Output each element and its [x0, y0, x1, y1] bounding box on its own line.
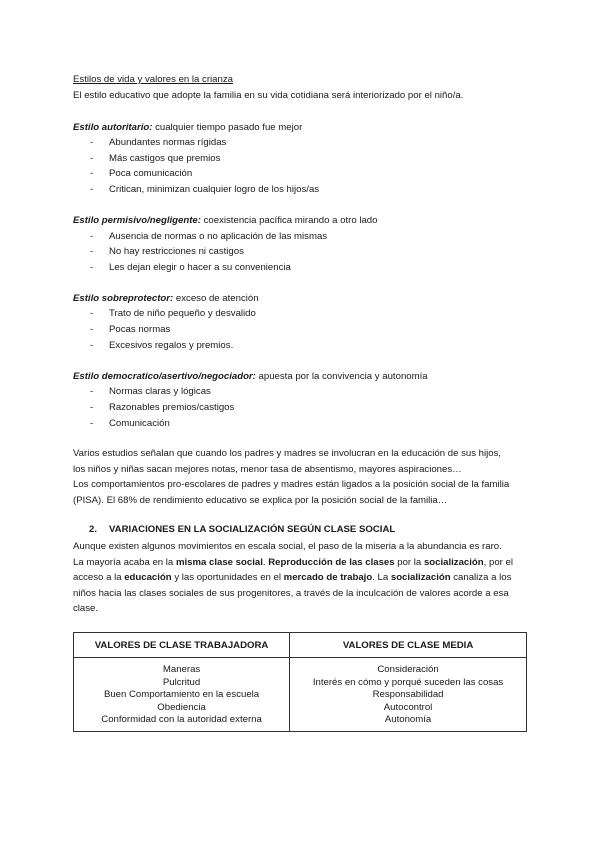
- list-item: Autonomía: [384, 714, 432, 726]
- style-heading-permisivo: [73, 214, 377, 227]
- studies-paragraph-line: Varios estudios señalan que cuando los padres y madres se involucran en la educación de sus hijos,: [73, 448, 502, 459]
- style-description: coexistencia pacífica mirando a otro lado: [200, 215, 378, 226]
- values-table: [73, 632, 527, 732]
- style-heading-autoritario: [73, 121, 302, 134]
- style-heading-democratico: [73, 370, 428, 383]
- section-2-paragraph-line: Aunque existen algunos movimientos en escala social, el paso de la miseria a la abundancia es raro.: [73, 541, 502, 552]
- studies-paragraph-line: Los comportamientos pro-escolares de padres y madres están ligados a la posición social de la familia: [73, 479, 510, 490]
- table-row: [74, 658, 527, 732]
- section-2-paragraph-line: niños hacia las clases sociales de sus progenitores, a través de la inculcación de valores acorde a esa: [73, 588, 509, 599]
- working-class-values-cell: [74, 658, 290, 732]
- list-item: Autocontrol: [383, 701, 433, 713]
- style-heading-sobreprotector: [73, 292, 259, 305]
- list-item: Consideración: [377, 664, 439, 675]
- section-number: 2.: [89, 524, 98, 535]
- studies-paragraph-line: los niños y niñas sacan mejores notas, menor tasa de absentismo, mayores aspiraciones…: [73, 464, 462, 475]
- style-name: Estilo sobreprotector:: [73, 293, 174, 304]
- section-title-text: VARIACIONES EN LA SOCIALIZACIÓN SEGÚN CLASE SOCIAL: [109, 524, 396, 535]
- list-item: Obediencia: [157, 701, 206, 713]
- middle-class-values-cell: [290, 658, 527, 732]
- intro-paragraph: El estilo educativo que adopte la familia en su vida cotidiana será interiorizado por el niño/a.: [73, 90, 464, 101]
- column-header-middle-class: VALORES DE CLASE MEDIA: [290, 633, 527, 658]
- list-item: Interés en cómo y porqué suceden las cosas: [312, 676, 504, 688]
- style-name: Estilo autoritario:: [73, 122, 153, 133]
- section-2-paragraph-line: clase.: [73, 603, 99, 614]
- style-description: exceso de atención: [173, 293, 259, 304]
- list-item: Buen Comportamiento en la escuela: [103, 689, 260, 701]
- list-item: Maneras: [162, 664, 201, 675]
- section-heading: Estilos de vida y valores en la crianza: [73, 74, 233, 85]
- studies-paragraph-line: (PISA). El 68% de rendimiento educativo se explica por la posición social de la familia…: [73, 495, 448, 506]
- section-2-title: [89, 523, 395, 536]
- column-header-working-class: VALORES DE CLASE TRABAJADORA: [74, 633, 290, 658]
- style-name: Estilo permisivo/negligente:: [73, 215, 201, 226]
- section-2-paragraph-line: acceso a la educación y las oportunidades en el mercado de trabajo. La socialización canaliza a los: [73, 572, 512, 583]
- style-description: apuesta por la convivencia y autonomía: [255, 371, 428, 382]
- section-2-paragraph-line: La mayoría acaba en la misma clase social. Reproducción de las clases por la socialización, por el: [73, 557, 513, 568]
- style-description: cualquier tiempo pasado fue mejor: [152, 122, 303, 133]
- document-page: Estilos de vida y valores en la crianza El estilo educativo que adopte la familia en su vida cotidiana será interiorizado por el niño/a. Estilo autoritario: cualquier tiempo pasado fue mejor - Abundantes normas rígidas - Más castigos que premios - Poca comunicación - Critican, minimizan cualquier logro de los hijos/as Estilo permisivo/negligente: coexistencia pacífica mirando a otro lado - Ausencia de normas o no aplicación de las mismas - No hay restricciones ni castigos - Les dejan elegir o hacer a su conveniencia Estilo sobreprotector: exceso de atención - Trato de niño pequeño y desvalido - Pocas normas - Excesivos regalos y premios. Estilo democratico/asertivo/negociador: apuesta por la convivencia y autonomía - Normas claras y lógicas - Razonables premios/castigos - Comunicación Varios estudios señalan que cuando los padres y madres se involucran en la educación de sus hijos, los niños y niñas sacan mejores notas, menor tasa de absentismo, mayores aspiraciones… Los comportamientos pro-escolares de padres y madres están ligados a la posición social de la familia (PISA). El 68% de rendimiento educativo se explica por la posición social de la familia… 2. VARIACIONES EN LA SOCIALIZACIÓN SEGÚN CLASE SOCIAL Aunque existen algunos movimientos en escala social, el paso de la miseria a la abundancia es raro. La mayoría acaba en la misma clase social. Reproducción de las clases por la socialización, por el acceso a la educación y las oportunidades en el mercado de trabajo. La socialización canaliza a los niños hacia las clases sociales de sus progenitores, a través de la inculcación de valores acorde a esa clase. VALORES DE CLASE TRABAJADORA VALORES DE CLASE MEDIA Maneras Pulcritud Buen Comportamiento en la escuela Obediencia Conformidad con la autoridad externa Consideración Interés en cómo y porqué suceden las cosas Responsabilidad Autocontrol Autonomía: [0, 0, 600, 848]
- list-item: Responsabilidad: [372, 689, 444, 701]
- style-name: Estilo democratico/asertivo/negociador:: [73, 371, 256, 382]
- table-header-row: [74, 633, 527, 658]
- list-item: Conformidad con la autoridad externa: [101, 714, 262, 726]
- list-item: Pulcritud: [162, 676, 201, 688]
